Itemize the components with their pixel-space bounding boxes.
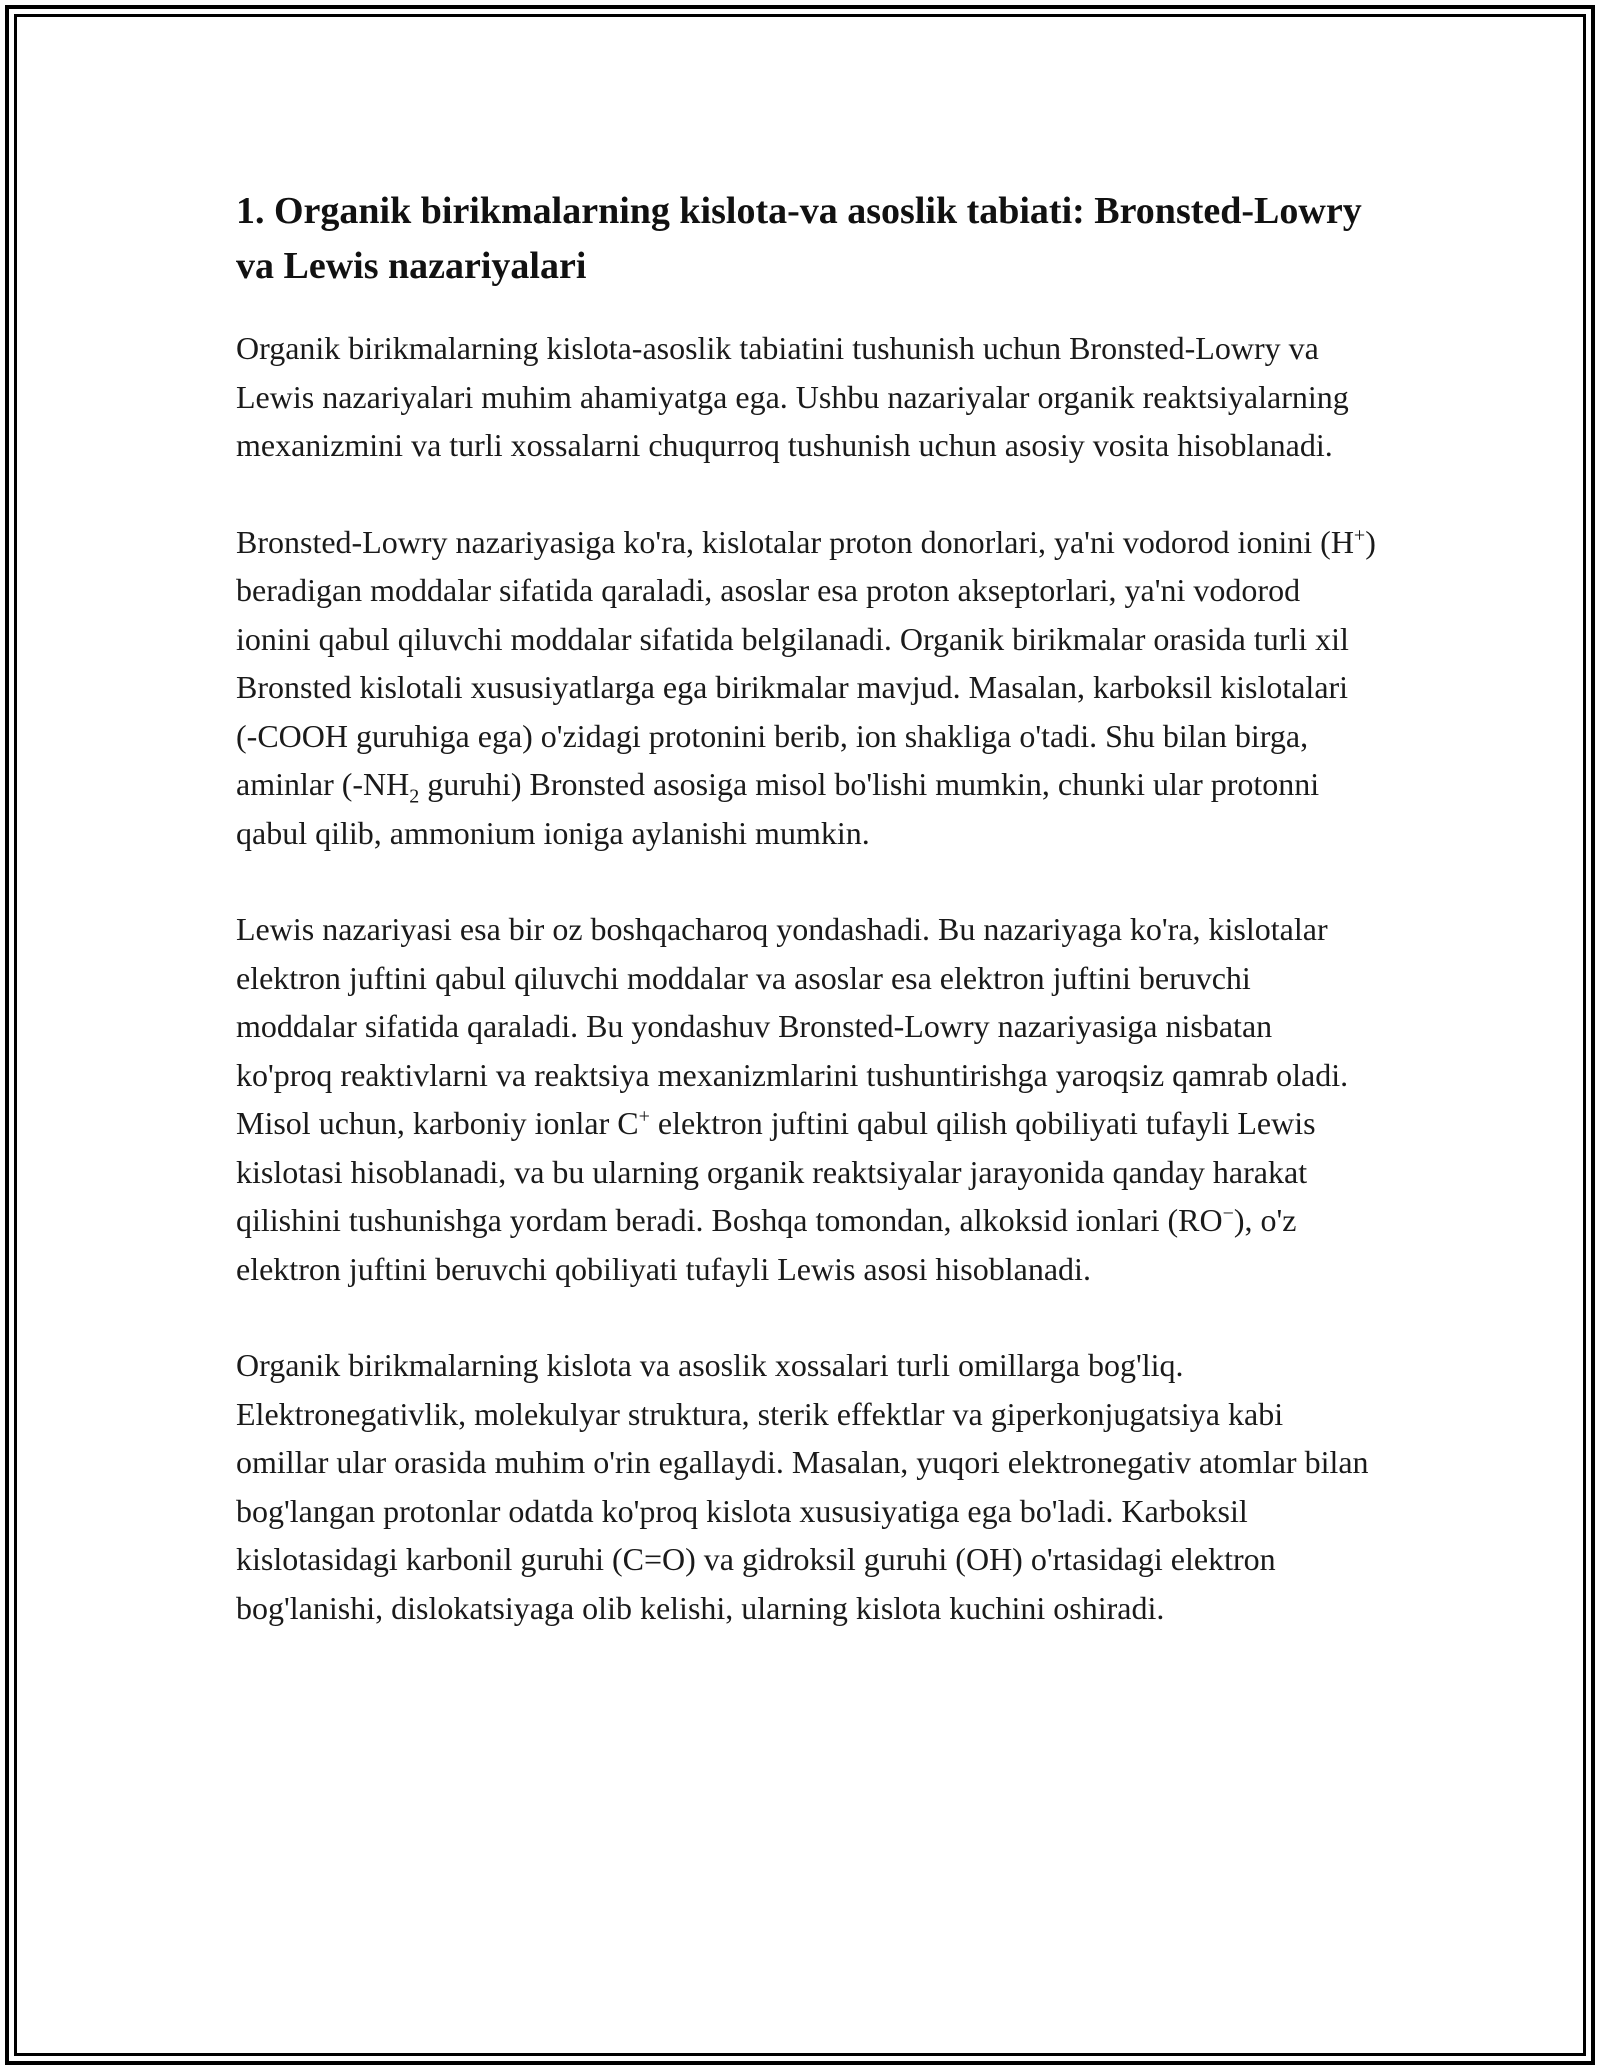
paragraph-text: guruhi) Bronsted asosiga misol bo'lishi mumkin, chunki ular protonni qabul qilib, ammonium ioniga aylanishi mumkin. <box>236 766 1320 851</box>
superscript-plus: + <box>638 1105 650 1128</box>
superscript-plus: + <box>1353 523 1366 546</box>
paragraph-text: ) beradigan moddalar sifatida qaraladi, asoslar esa proton akseptorlari, ya'ni vodorod ionini qabul qiluvchi moddalar sifatida belgilanadi. Organik birikmalar orasida turli xil Bronsted kislotali xususiyatlarga ega birikmalar mavjud. Masalan, karboksil kislotalari (-COOH guruhiga ega) o'zidagi protonini berib, ion shakliga o'tadi. Shu bilan birga, aminlar (-NH <box>236 523 1376 802</box>
paragraph-text: ), o'z elektron juftini beruvchi qobiliyati tufayli Lewis asosi hisoblanadi. <box>236 1202 1297 1287</box>
paragraph-intro: Organik birikmalarning kislota-asoslik tabiatini tushunish uchun Bronsted-Lowry va Lewis nazariyalari muhim ahamiyatga ega. Ushbu nazariyalar organik reaktsiyalarning mexanizmini va turli xossalarni chuqurroq tushunish uchun asosiy vosita hisoblanadi. <box>236 330 1349 463</box>
paragraph-bronsted-lowry <box>236 518 1376 858</box>
paragraph-text: elektron juftini qabul qilish qobiliyati tufayli Lewis kislotasi hisoblanadi, va bu ularning organik reaktsiyalar jarayonida qanday harakat qilishini tushunishga yordam beradi. Boshqa tomondan, alkoksid ionlari (RO <box>236 1105 1316 1238</box>
superscript-minus: − <box>1222 1202 1234 1225</box>
subscript-two: 2 <box>409 785 420 808</box>
document-body <box>236 184 1376 1680</box>
paragraph-text: Lewis nazariyasi esa bir oz boshqacharoq yondashadi. Bu nazariyaga ko'ra, kislotalar elektron juftini qabul qiluvchi moddalar va asoslar esa elektron juftini beruvchi moddalar sifatida qaraladi. Bu yondashuv Bronsted-Lowry nazariyasiga nisbatan ko'proq reaktivlarni va reaktsiya mexanizmlarini tushuntirishga yaroqsiz qamrab oladi. Misol uchun, karboniy ionlar C <box>236 911 1349 1141</box>
paragraph-text: Bronsted-Lowry nazariyasiga ko'ra, kislotalar proton donorlari, ya'ni vodorod ionini (H <box>236 523 1354 560</box>
paragraph-lewis <box>236 905 1376 1293</box>
document-title: 1. Organik birikmalarning kislota-va asoslik tabiati: Bronsted-Lowry va Lewis nazariyalari <box>236 190 1362 287</box>
paragraph-factors: Organik birikmalarning kislota va asoslik xossalari turli omillarga bog'liq. Elektronegativlik, molekulyar struktura, sterik effektlar va giperkonjugatsiya kabi omillar ular orasida muhim o'rin egallaydi. Masalan, yuqori elektronegativ atomlar bilan bog'langan protonlar odatda ko'proq kislota xususiyatiga ega bo'ladi. Karboksil kislotasidagi karbonil guruhi (C=O) va gidroksil guruhi (OH) o'rtasidagi elektron bog'lanishi, dislokatsiyaga olib kelishi, ularning kislota kuchini oshiradi. <box>236 1347 1369 1626</box>
